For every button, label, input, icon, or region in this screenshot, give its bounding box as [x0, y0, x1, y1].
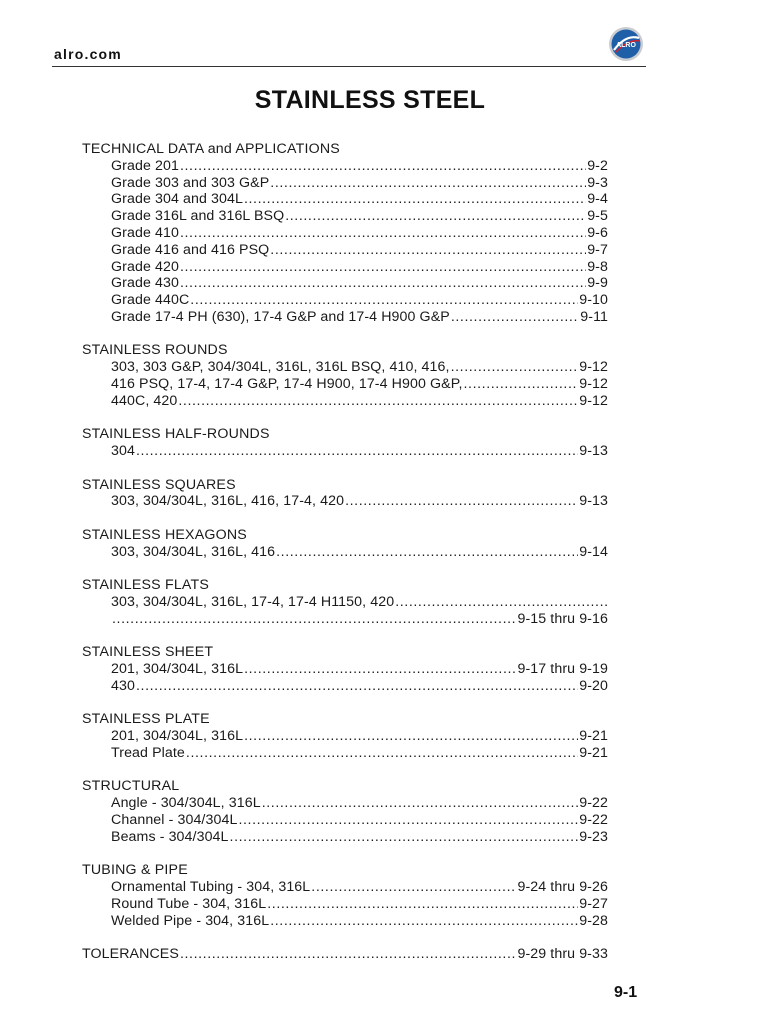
dot-leader [112, 611, 516, 628]
toc-entry[interactable] [82, 594, 608, 611]
toc-entry-page: 9-11 [580, 308, 608, 325]
toc-entry-label: Grade 416 and 416 PSQ [111, 241, 270, 258]
toc-entry[interactable] [82, 611, 608, 628]
dot-leader [270, 913, 578, 930]
toc-section [82, 644, 608, 694]
toc-entry-page: 9-12 [579, 359, 608, 376]
dot-leader [180, 275, 586, 292]
toc-section [82, 778, 608, 845]
toc-entry-label: 303, 304/304L, 316L, 416 [111, 543, 276, 560]
dot-leader [178, 393, 578, 410]
toc-entry-label: 440C, 420 [111, 392, 178, 409]
toc-entry-page: 9-28 [579, 912, 608, 929]
toc-entry[interactable] [82, 393, 608, 410]
toc-entry-page: 9-22 [579, 812, 608, 828]
toc-section-title: STAINLESS SQUARES [82, 476, 236, 493]
toc-entry-label: 303, 304/304L, 316L, 416, 17-4, 420 [111, 493, 345, 510]
toc-entry-page: 9-4 [587, 191, 608, 208]
toc-entry-page: 9-6 [587, 224, 608, 241]
toc-entry[interactable] [82, 745, 608, 762]
toc-section [82, 862, 608, 929]
toc-section-title: STRUCTURAL [82, 778, 180, 795]
toc-entry-page: 9-21 [579, 728, 608, 745]
toc-entry-page: 9-10 [579, 292, 608, 309]
toc-entry-page: 9-13 [579, 443, 608, 460]
toc-entry-page: 9-2 [587, 157, 608, 174]
site-url[interactable]: alro.com [54, 46, 122, 62]
dot-leader [270, 175, 586, 192]
toc-entry[interactable] [82, 678, 608, 695]
toc-entry-page: 9-7 [587, 241, 608, 258]
toc-entry-label: 304 [111, 443, 135, 460]
toc-entry[interactable] [82, 259, 608, 276]
toc-entry-page: 9-29 thru 9-33 [517, 946, 608, 963]
toc-entry-page: 9-20 [579, 677, 608, 694]
toc-entry[interactable] [82, 913, 608, 930]
dot-leader [230, 829, 579, 846]
toc-entry[interactable] [82, 292, 608, 309]
logo-text: ALRO [616, 42, 636, 49]
toc-entry[interactable] [82, 359, 608, 376]
toc-entry-page: 9-21 [579, 744, 608, 761]
toc-section-title: STAINLESS FLATS [82, 577, 210, 594]
dot-leader [262, 795, 578, 812]
toc-entry-label: Channel - 304/304L [111, 812, 238, 828]
dot-leader [238, 812, 578, 829]
dot-leader [180, 259, 586, 276]
dot-leader [244, 191, 586, 208]
dot-leader [345, 493, 578, 510]
dot-leader [244, 661, 516, 678]
toc-entry[interactable] [82, 728, 608, 745]
toc-entry[interactable] [82, 443, 608, 460]
toc-entry-label: 430 [111, 677, 135, 694]
dot-leader [180, 946, 517, 963]
dot-leader [285, 208, 586, 225]
dot-leader [136, 678, 578, 695]
dot-leader [451, 359, 579, 376]
toc-section [82, 527, 608, 561]
page-title: STAINLESS STEEL [254, 86, 486, 114]
toc-section-title: TUBING & PIPE [82, 862, 188, 879]
toc-section-title: STAINLESS HEXAGONS [82, 526, 247, 543]
toc-entry-label: Grade 17-4 PH (630), 17-4 G&P and 17-4 H900 G&P [111, 308, 450, 325]
page-number: 9-1 [614, 984, 638, 1001]
page-header [52, 42, 646, 68]
toc-entry[interactable] [82, 242, 608, 259]
dot-leader [464, 376, 579, 393]
toc-entry-page: 9-14 [579, 543, 608, 560]
toc-entry[interactable] [82, 795, 608, 812]
toc-entry-label: Welded Pipe - 304, 316L [111, 912, 270, 929]
toc-entry-label: Beams - 304/304L [111, 828, 229, 845]
toc-section-title: STAINLESS SHEET [82, 644, 214, 661]
toc-entry[interactable] [82, 309, 608, 326]
toc-section [82, 426, 608, 460]
toc-section-title: STAINLESS ROUNDS [82, 342, 228, 359]
toc-entry[interactable] [82, 191, 608, 208]
toc-entry-label: Grade 430 [111, 275, 179, 292]
toc-entry-page: 9-5 [587, 208, 608, 225]
toc-entry-label: 201, 304/304L, 316L [111, 728, 244, 745]
toc-entry-page: 9-12 [579, 392, 608, 409]
toc-entry-label: Grade 303 and 303 G&P [111, 174, 270, 191]
toc-entry-label: 303, 303 G&P, 304/304L, 316L, 316L BSQ, 410, 416, [111, 359, 450, 376]
toc-entry-label: Grade 304 and 304L [111, 191, 243, 208]
toc-entry-page: 9-22 [579, 795, 608, 812]
header-rule [52, 66, 646, 67]
toc-entry[interactable] [82, 812, 608, 829]
toc-entry-page: 9-23 [579, 828, 608, 845]
dot-leader [451, 309, 579, 326]
dot-leader [311, 879, 516, 896]
toc-entry-page: 9-9 [587, 275, 608, 292]
dot-leader [180, 225, 586, 242]
toc-section-title: STAINLESS HALF-ROUNDS [82, 426, 270, 443]
toc-entry[interactable] [82, 175, 608, 192]
toc-entry-page: 9-24 thru 9-26 [517, 879, 608, 896]
toc-entry-label: TOLERANCES [82, 946, 179, 963]
toc-entry-label: Tread Plate [111, 744, 185, 761]
toc-entry-page: 9-15 thru 9-16 [517, 610, 608, 627]
dot-leader [267, 896, 578, 913]
alro-logo-icon[interactable] [608, 26, 644, 62]
toc-section [82, 141, 608, 326]
dot-leader [270, 242, 586, 259]
dot-leader [136, 443, 578, 460]
toc-section [82, 477, 608, 511]
toc-entry-page: 9-8 [587, 258, 608, 275]
toc-section [82, 711, 608, 761]
toc-entry-label: Round Tube - 304, 316L [111, 895, 267, 912]
toc-entry-label: 303, 304/304L, 316L, 17-4, 17-4 H1150, 420 [111, 593, 395, 610]
toc-entry[interactable] [82, 829, 608, 846]
toc-entry[interactable] [82, 544, 608, 561]
toc-entry-page: 9-13 [579, 493, 608, 510]
toc-entry[interactable] [82, 879, 608, 896]
toc-entry-label: Grade 420 [111, 258, 179, 275]
toc-entry-label: Grade 440C [111, 292, 190, 309]
toc-section-title: TECHNICAL DATA and APPLICATIONS [82, 141, 340, 157]
toc-section-title: STAINLESS PLATE [82, 711, 210, 728]
toc-entry[interactable] [82, 275, 608, 292]
dot-leader [276, 544, 578, 561]
toc-entry[interactable] [82, 946, 608, 963]
toc-entry[interactable] [82, 493, 608, 510]
toc-entry[interactable] [82, 158, 608, 175]
toc-entry-label: Grade 410 [111, 224, 179, 241]
toc-entry[interactable] [82, 225, 608, 242]
table-of-contents [82, 141, 608, 980]
toc-entry-label: Ornamental Tubing - 304, 316L [111, 879, 311, 896]
toc-entry-page: 9-3 [587, 174, 608, 191]
toc-section [82, 342, 608, 409]
toc-entry-label: 416 PSQ, 17-4, 17-4 G&P, 17-4 H900, 17-4 H900 G&P, [111, 376, 463, 393]
toc-section [82, 577, 608, 627]
toc-entry[interactable] [82, 896, 608, 913]
toc-entry-label: Grade 201 [111, 157, 179, 174]
toc-entry-label: Angle - 304/304L, 316L [111, 795, 261, 812]
dot-leader [395, 594, 607, 611]
toc-entry[interactable] [82, 208, 608, 225]
toc-entry-label: 201, 304/304L, 316L [111, 661, 244, 678]
toc-entry[interactable] [82, 376, 608, 393]
toc-entry-page: 9-17 thru 9-19 [517, 661, 608, 678]
dot-leader [186, 745, 578, 762]
toc-entry-page: 9-27 [579, 895, 608, 912]
toc-entry-page: 9-12 [579, 376, 608, 393]
toc-section [82, 946, 608, 963]
toc-entry[interactable] [82, 661, 608, 678]
dot-leader [190, 292, 578, 309]
dot-leader [244, 728, 578, 745]
toc-entry-label: Grade 316L and 316L BSQ [111, 208, 285, 225]
dot-leader [180, 158, 586, 175]
